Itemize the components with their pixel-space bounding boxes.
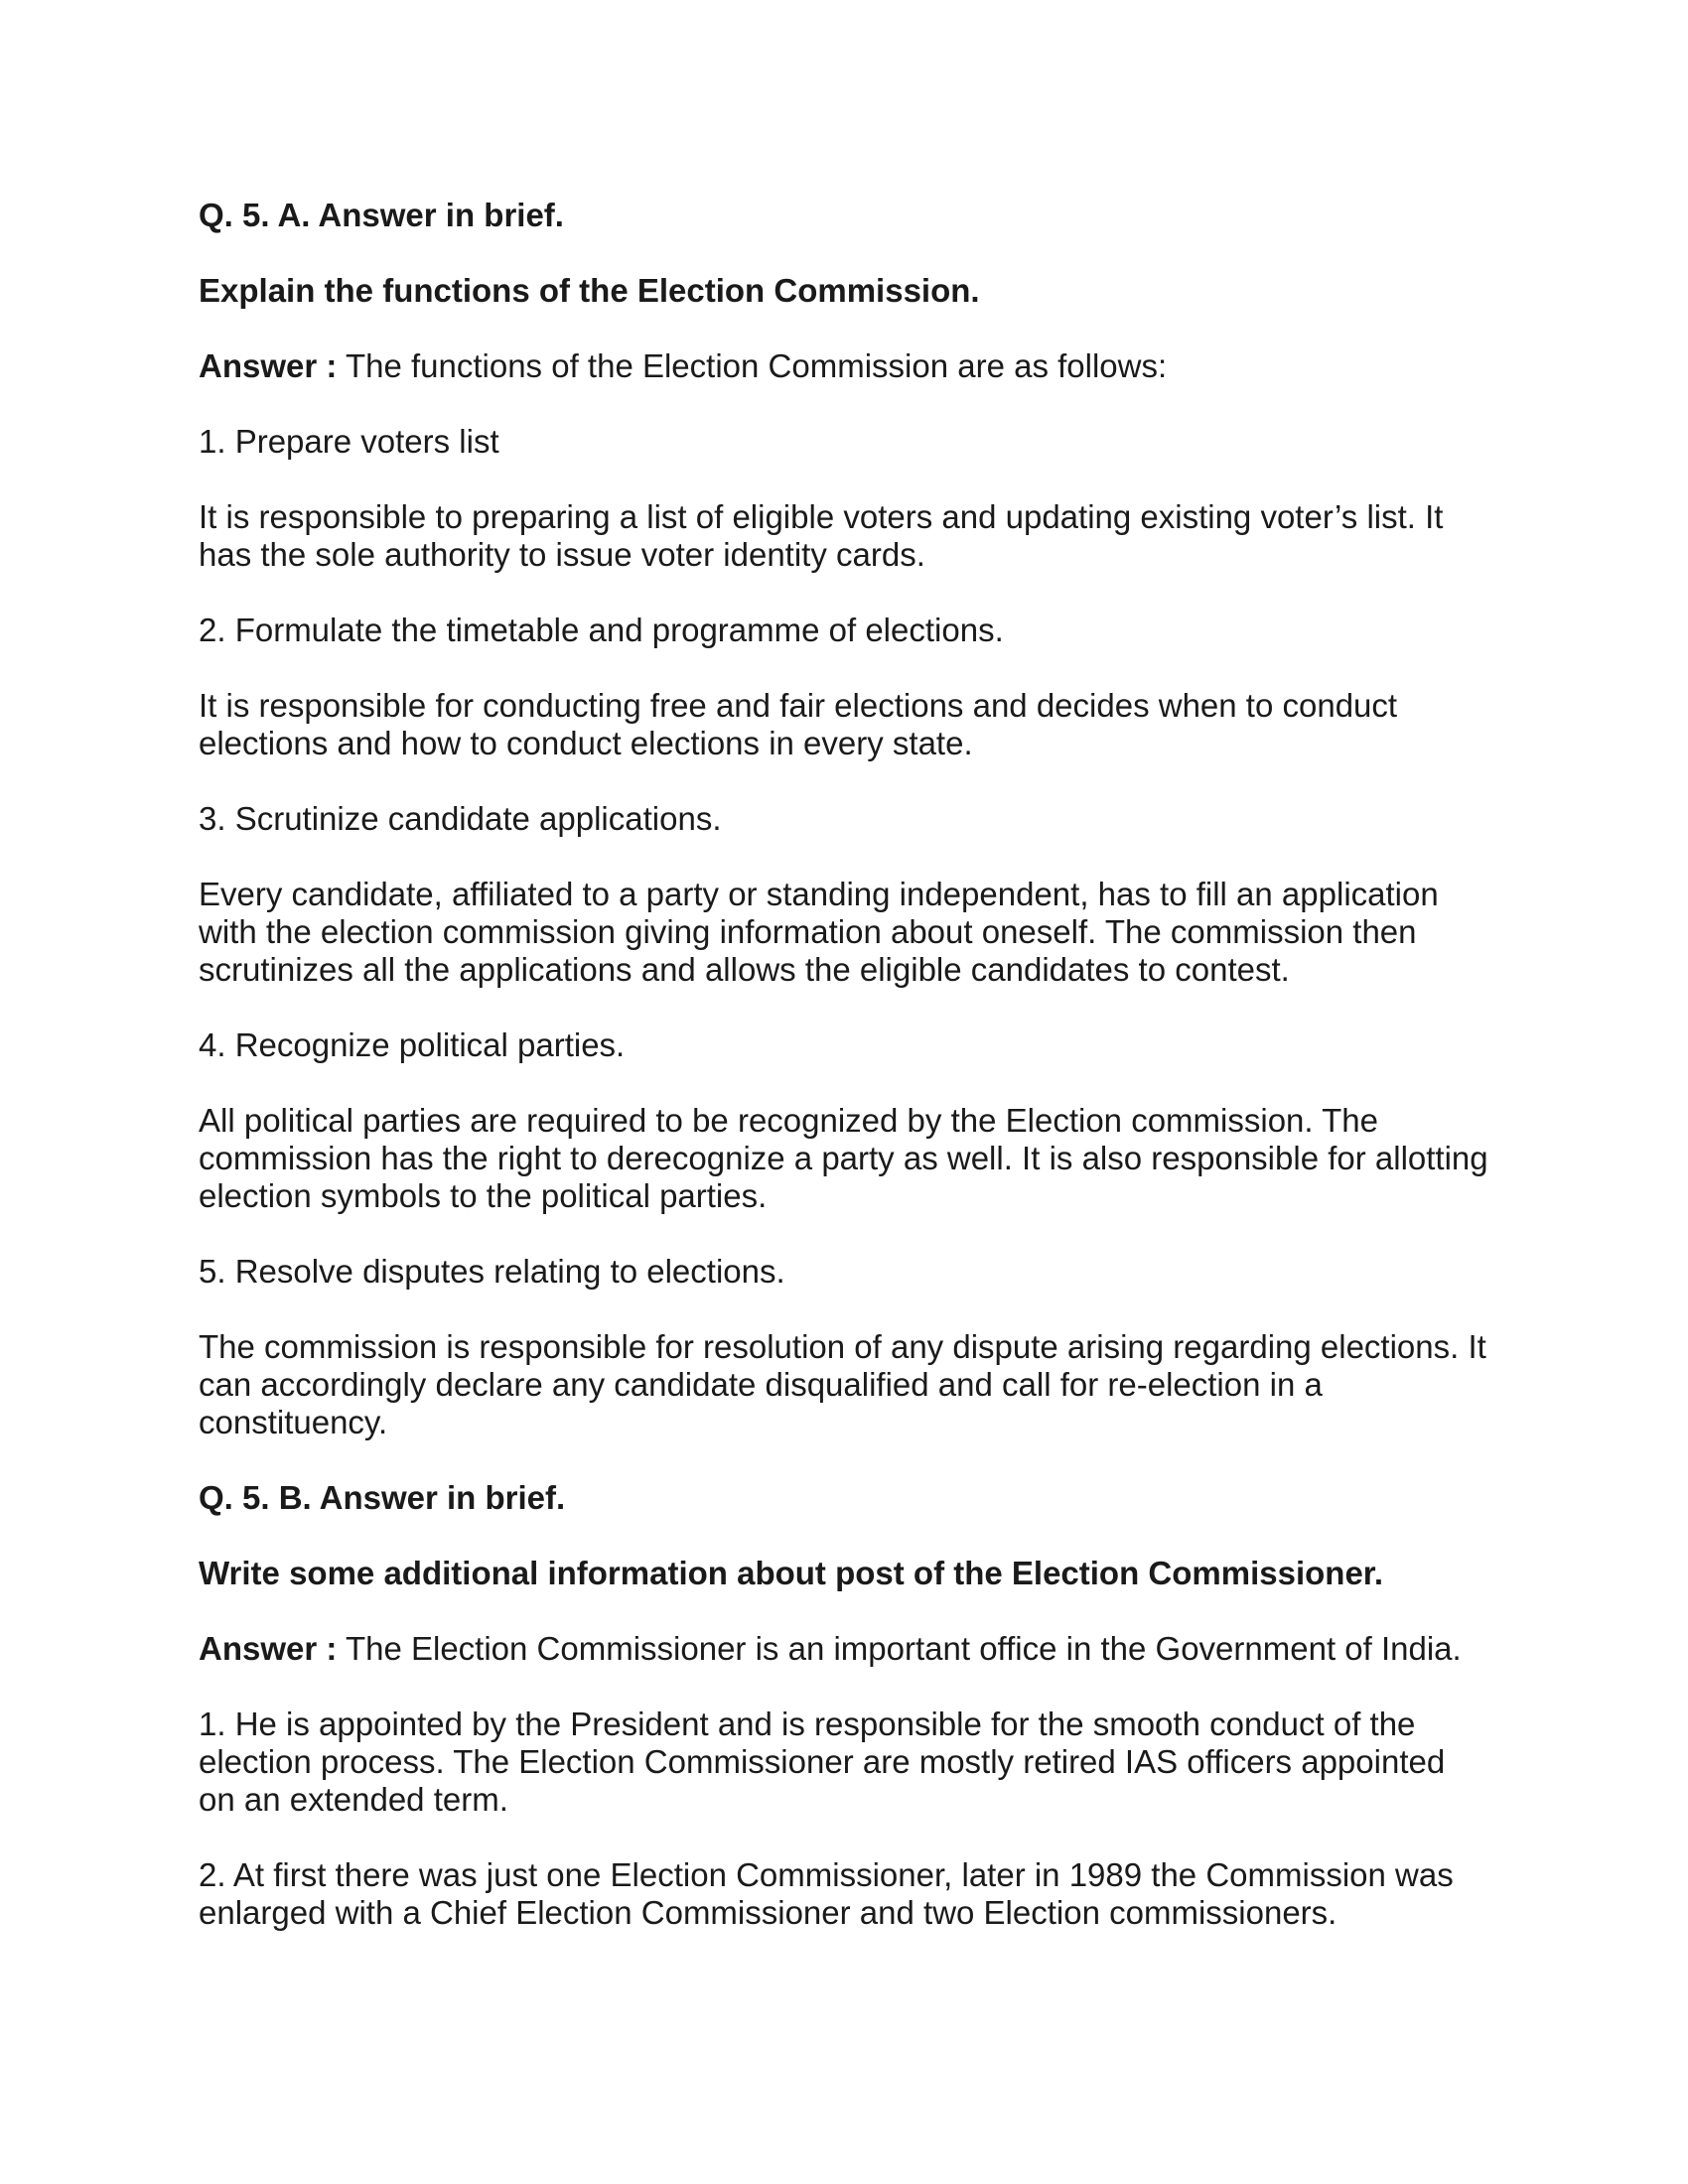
point-title: 5. Resolve disputes relating to elections. (199, 1253, 785, 1290)
point-title: 3. Scrutinize candidate applications. (199, 800, 722, 837)
section-b-point: 1. He is appointed by the President and is responsible for the smooth conduct of the election process. The Election Commissioner are mostly retired IAS officers appointed on an extended term. (199, 1706, 1446, 1818)
point-body: All political parties are required to be recognized by the Election commission. The commission has the right to derecognize a party as well. It is also responsible for allotting election symbols to the political parties. (199, 1102, 1488, 1214)
section-a-question: Explain the functions of the Election Commission. (199, 272, 980, 309)
point-title: 4. Recognize political parties. (199, 1026, 626, 1063)
answer-intro: The functions of the Election Commission are as follows: (337, 347, 1168, 384)
point-body: Every candidate, affiliated to a party or standing independent, has to fill an application with the election commission giving information about oneself. The commission then scrutinizes all the applications and allows the eligible candidates to contest. (199, 876, 1439, 988)
point-title: 1. Prepare voters list (199, 423, 499, 460)
point-title: 2. Formulate the timetable and programme of elections. (199, 612, 1004, 648)
point-body: It is responsible to preparing a list of eligible voters and updating existing voter’s list. It has the sole authority to issue voter identity cards. (199, 498, 1444, 573)
point-body: It is responsible for conducting free and fair elections and decides when to conduct elections and how to conduct elections in every state. (199, 687, 1398, 761)
section-b-heading: Q. 5. B. Answer in brief. (199, 1479, 566, 1516)
section-a-heading: Q. 5. A. Answer in brief. (199, 197, 564, 233)
answer-label: Answer : (199, 1630, 338, 1667)
section-b-question: Write some additional information about post of the Election Commissioner. (199, 1555, 1383, 1591)
section-b-point: 2. At first there was just one Election Commissioner, later in 1989 the Commission was enlarged with a Chief Election Commissioner and two Election commissioners. (199, 1856, 1454, 1931)
document-page (199, 197, 1489, 1970)
section-a-answer (199, 347, 1489, 385)
answer-intro: The Election Commissioner is an important office in the Government of India. (337, 1630, 1462, 1667)
answer-label: Answer : (199, 347, 338, 384)
section-b-answer (199, 1630, 1489, 1668)
point-body: The commission is responsible for resolution of any dispute arising regarding elections. It can accordingly declare any candidate disqualified and call for re-election in a constituency. (199, 1328, 1486, 1440)
